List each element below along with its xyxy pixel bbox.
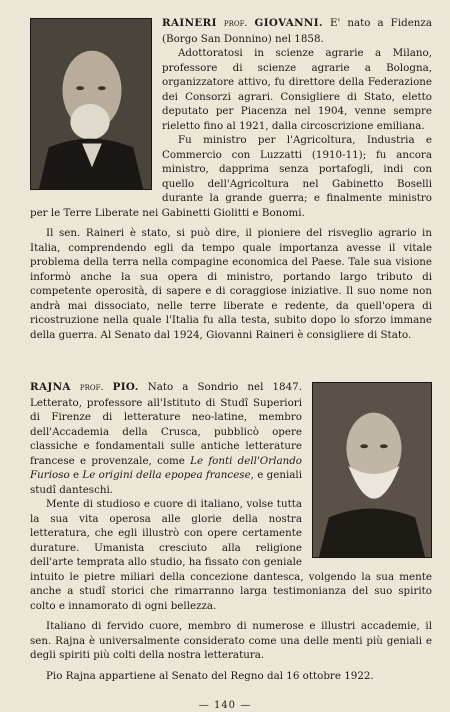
paragraph: Mente di studioso e cuore di italiano, volse tutta la sua vita operosa alle glorie della nostra letteratura, che egli illustrò con opere certamente durature. Umanista cresciuto alla religione dell'arte temprata allo studio, ha fissato con geniale intuito le pietre miliari della concezione dantesca, volgendo la sua mente anche a studî storici che rimarranno larga testimonianza del suo spirito colto e innamorato di ogni bellezza.: [30, 498, 432, 612]
person-first-name: PIO.: [112, 381, 139, 393]
paragraph: Il sen. Raineri è stato, si può dire, il pioniere del risveglio agrario in Italia, comprendendo egli da tempo quale importanza avesse il vitale problema della terra nella compagine economica del Paese. Tale sua visione informò anche la sua opera di ministro, portando largo tributo di competente operosità, di sapere e di coraggiose iniziative. Il suo nome non andrà mai dissociato, nelle terre liberate e redente, da quell'opera di ricostruzione nella quale l'Italia fu alla testa, subito dopo lo sforzo immane della guerra. Al Senato dal 1924, Giovanni Raineri è consigliere di Stato.: [30, 227, 432, 341]
portrait-rajna: [312, 382, 432, 558]
paragraph: Adottoratosi in scienze agrarie a Milano, professore di scienze agrarie a Bologna, organizzatore attivo, fu direttore della Federazione dei Consorzi agrari. Consigliere di Stato, eletto deputato per Piacenza nel 1904, venne sempre rieletto fino al 1921, dalla circoscrizione emiliana.: [162, 47, 432, 132]
entry-intro: E' nato a Fidenza (Borgo San Donnino) nel 1858.: [162, 17, 432, 45]
person-title: prof.: [223, 18, 248, 29]
entry-raineri: [30, 16, 432, 342]
paragraph: Fu ministro per l'Agricoltura, Industria e Commercio con Luzzatti (1910-11); fu ancora ministro, dapprima senza portafogli, indi con quello dell'Agricoltura nel Gabinetto Boselli durante la grande guerra; e finalmente ministro per le Terre Liberate nei Gabinetti Giolitti e Bonomi.: [30, 134, 432, 219]
paragraph: Italiano di fervido cuore, membro di numerose e illustri accademie, il sen. Rajna è universalmente considerato come una delle menti più geniali e degli spiriti più colti della nostra letteratura.: [30, 620, 432, 661]
person-surname: RAINERI: [162, 17, 217, 29]
entry-intro: Nato a Sondrio nel 1847. Letterato, professore all'Istituto di Studî Superiori di Firenze di letterature neo-latine, membro dell'Accademia della Crusca, pubblicò opere classiche e fondamentali sulle antiche letterature francese e provenzale, come: [30, 381, 302, 467]
page-number: — 140 —: [198, 700, 252, 711]
work-title: Le fonti dell'Orlando Furioso: [30, 454, 303, 481]
work-title: Le origini della epopea francese: [82, 469, 251, 481]
person-first-name: GIOVANNI.: [254, 17, 323, 29]
portrait-raineri: [30, 18, 152, 190]
paragraph: Pio Rajna appartiene al Senato del Regno dal 16 ottobre 1922.: [46, 669, 374, 682]
entry-rajna: RAJNA prof. PIO. Nato a Sondrio nel 1847. Letterato, professore all'Istituto di Studî Superiori di Firenze di letterature neo-latine, membro dell'Accademia della Crusca, pubblicò opere classiche e fondamentali sulle antiche letterature francese e provenzale, come Le fonti dell'Orlando Furioso e Le origini della epopea francese, e geniali studî danteschi. Mente di studioso e cuore di italiano, volse tutta la sua vita operosa alle glorie della nostra letteratura, che egli illustrò con opere certamente durature. Umanista cresciuto alla religione dell'arte temprata allo studio, ha fissato con geniale intuito le pietre miliari della concezione dantesca, volgendo la sua mente anche a studî storici che rimarranno larga testimonianza del suo spirito colto e innamorato di ogni bellezza. Italiano di fervido cuore, membro di numerose e illustri accademie, il sen. Rajna è universalmente considerato come una delle menti più geniali e degli spiriti più colti della nostra letteratura. Pio Rajna appartiene al Senato del Regno dal 16 ottobre 1922.: [30, 381, 432, 682]
person-surname: RAJNA: [30, 381, 71, 393]
person-title: prof.: [79, 382, 104, 393]
